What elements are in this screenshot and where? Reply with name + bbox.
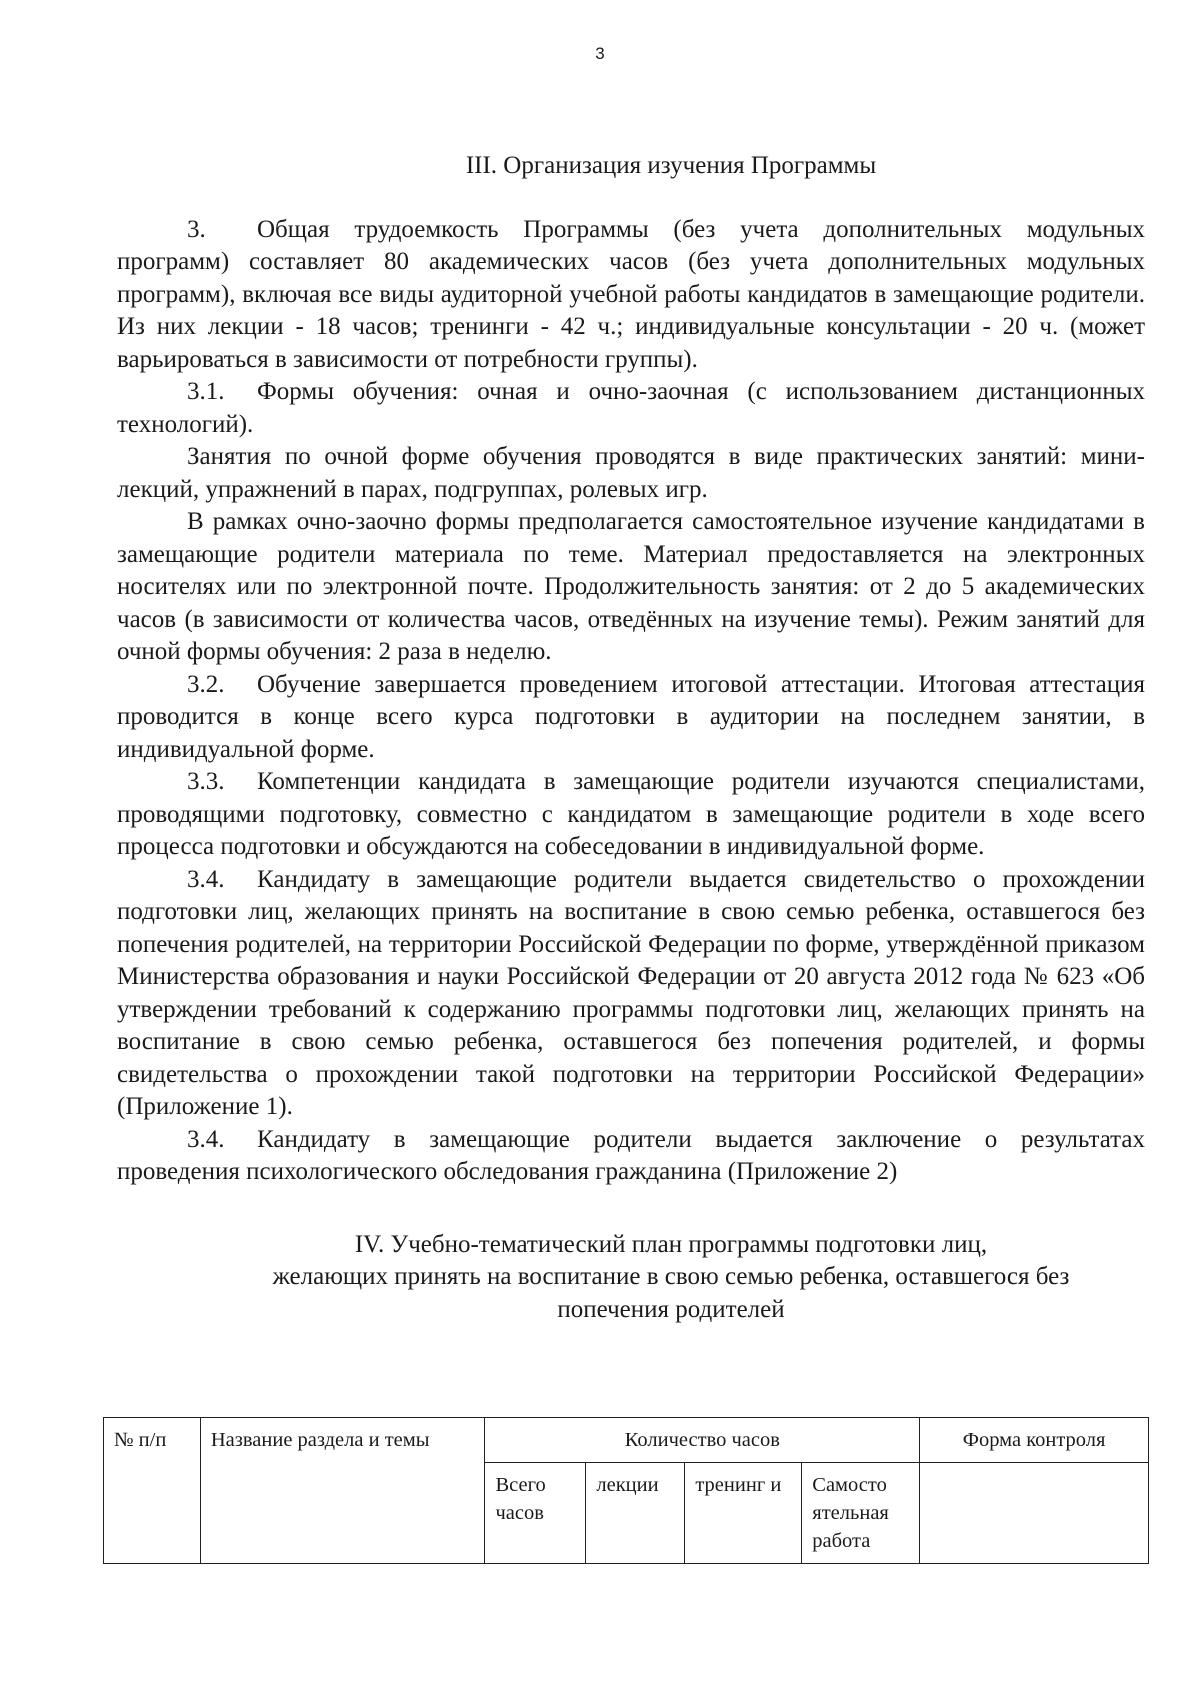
paragraph-full-time [117,441,1145,506]
paragraph-text: Общая трудоемкость Программы (без учета дополнительных модульных программ) составляет 80 академических часов (без учета дополнительных модульных программ), включая все виды аудиторной учебной работы кандидатов в замещающие родители. Из них лекции - 18 часов; тренинги - 42 ч.; индивидуальные консультации - 20 ч. (может варьироваться в зависимости от потребности группы). [117,215,1145,373]
paragraph-part-time [117,506,1145,669]
section-4-heading [117,1229,1145,1327]
paragraph-number: 3.3. [187,768,225,795]
section-4-heading-line: попечения родителей [557,1295,785,1323]
subheader-total-hours: Всего часов [485,1463,586,1564]
paragraph-number: 3. [187,215,206,243]
paragraph-3 [117,214,1145,377]
paragraph-text: Обучение завершается проведением итоговой аттестации. Итоговая аттестация проводится в конце всего курса подготовки в аудитории на последнем занятии, в индивидуальной форме. [117,670,1145,763]
paragraph-number: 3.1. [187,378,225,405]
paragraph-3-4-certificate [117,864,1145,1124]
subheader-lectures: лекции [586,1463,685,1564]
paragraph-3-1 [117,376,1145,441]
paragraph-text: В рамках очно-заочно формы предполагается самостоятельное изучение кандидатами в замещающие родители материала по теме. Материал предоставляется на электронных носителях или по электронной почте. Продолжительность занятия: от 2 до 5 академических часов (в зависимости от количества часов, отведённых на изучение темы). Режим занятий для очной формы обучения: 2 раза в неделю. [117,508,1145,665]
paragraph-text: Формы обучения: очная и очно-заочная (с использованием дистанционных технологий). [117,378,1145,438]
paragraph-3-2 [117,669,1145,767]
document-body [117,150,1145,1326]
subheader-control-empty [920,1463,1149,1564]
paragraph-text: Занятия по очной форме обучения проводятся в виде практических занятий: мини-лекций, упражнений в парах, подгруппах, ролевых игр. [117,443,1145,503]
table-header-row [104,1418,1149,1463]
paragraph-number: 3.4. [187,865,225,893]
paragraph-number: 3.4. [187,1125,225,1153]
column-header-name: Название раздела и темы [200,1418,485,1564]
section-4-heading-line: IV. Учебно-тематический план программы подготовки лиц, [354,1230,988,1258]
column-header-number: № п/п [104,1418,201,1564]
paragraph-3-3 [117,766,1145,864]
column-header-hours: Количество часов [485,1418,920,1463]
paragraph-text: Кандидату в замещающие родители выдается свидетельство о прохождении подготовки лиц, желающих принять на воспитание в свою семью ребенка, оставшегося без попечения родителей, на территории Российской Федерации по форме, утверждённой приказом Министерства образования и науки Российской Федерации от 20 августа 2012 года № 623 «Об утверждении требований к содержанию программы подготовки лиц, желающих принять на воспитание в свою семью ребенка, оставшегося без попечения родителей, и формы свидетельства о прохождении такой подготовки на территории Российской Федерации» (Приложение 1). [117,865,1145,1120]
paragraph-3-4-conclusion [117,1124,1145,1189]
subheader-trainings: тренинг и [685,1463,802,1564]
curriculum-table [103,1417,1149,1564]
paragraph-text: Компетенции кандидата в замещающие родители изучаются специалистами, проводящими подготовку, совместно с кандидатом в замещающие родители в ходе всего процесса подготовки и обсуждаются на собеседовании в индивидуальной форме. [117,768,1145,860]
column-header-control: Форма контроля [920,1418,1149,1463]
section-4-heading-line: желающих принять на воспитание в свою семью ребенка, оставшегося без [272,1263,1070,1290]
subheader-self-study: Самосто ятельная работа [802,1463,920,1564]
paragraph-text: Кандидату в замещающие родители выдается заключение о результатах проведения психологического обследования гражданина (Приложение 2) [117,1125,1145,1185]
paragraph-number: 3.2. [187,670,225,698]
section-3-heading: III. Организация изучения Программы [465,152,877,179]
page-number: 3 [595,44,605,63]
